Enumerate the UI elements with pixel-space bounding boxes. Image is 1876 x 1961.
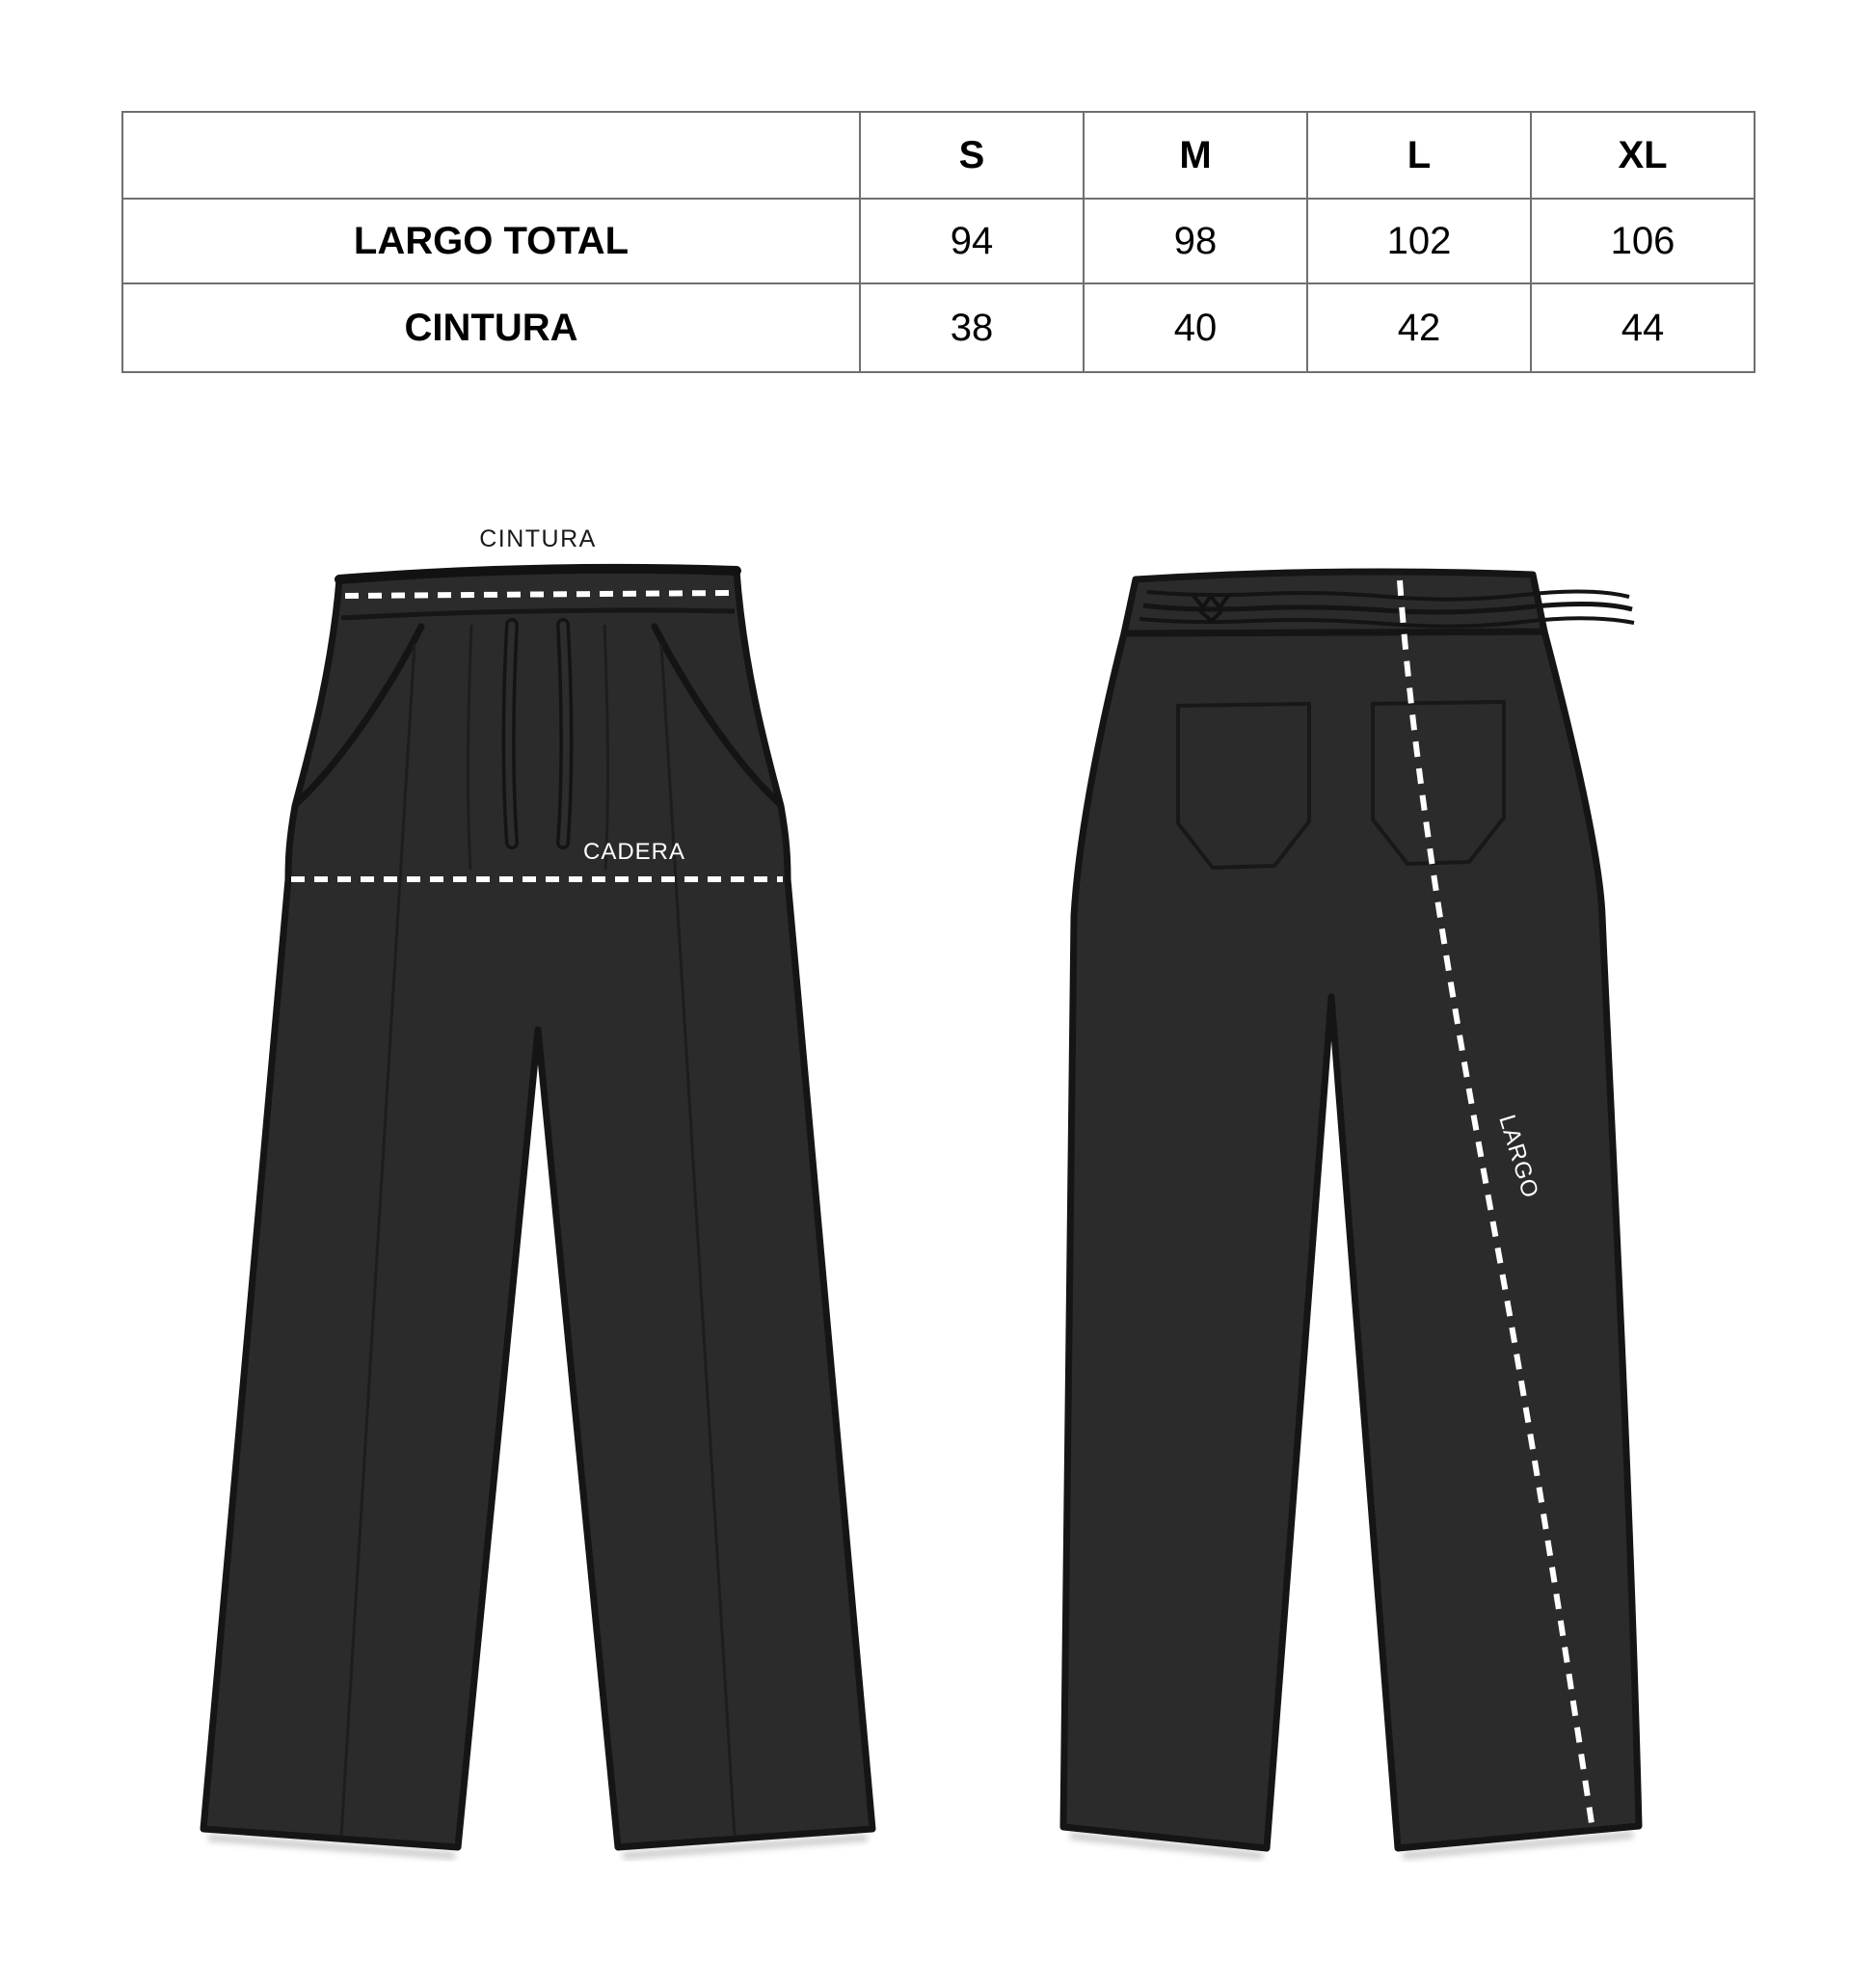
drawstring-right: [563, 625, 566, 843]
column-header-xl: XL: [1531, 112, 1755, 199]
table-cell: 102: [1307, 199, 1531, 283]
table-cell: 44: [1531, 283, 1755, 372]
row-label-cintura: CINTURA: [122, 283, 860, 372]
table-cell: 42: [1307, 283, 1531, 372]
back-pants-diagram: [1063, 572, 1639, 1856]
drawstring-left: [509, 625, 512, 843]
table-cell: 106: [1531, 199, 1755, 283]
row-label-largo-total: LARGO TOTAL: [122, 199, 860, 283]
cintura-dash-line: [345, 593, 731, 596]
cadera-label: CADERA: [582, 839, 686, 865]
table-cell: 94: [860, 199, 1084, 283]
front-pants-diagram: [203, 525, 872, 1856]
table-cell: 38: [860, 283, 1084, 372]
largo-label: LARGO: [1493, 1112, 1544, 1202]
table-cell: 40: [1084, 283, 1307, 372]
cintura-label: CINTURA: [479, 525, 597, 552]
back-pants-outline: [1063, 631, 1639, 1848]
column-header-m: M: [1084, 112, 1307, 199]
column-header-l: L: [1307, 112, 1531, 199]
column-header-s: S: [860, 112, 1084, 199]
front-pants-outline: [203, 569, 872, 1847]
table-cell: 98: [1084, 199, 1307, 283]
